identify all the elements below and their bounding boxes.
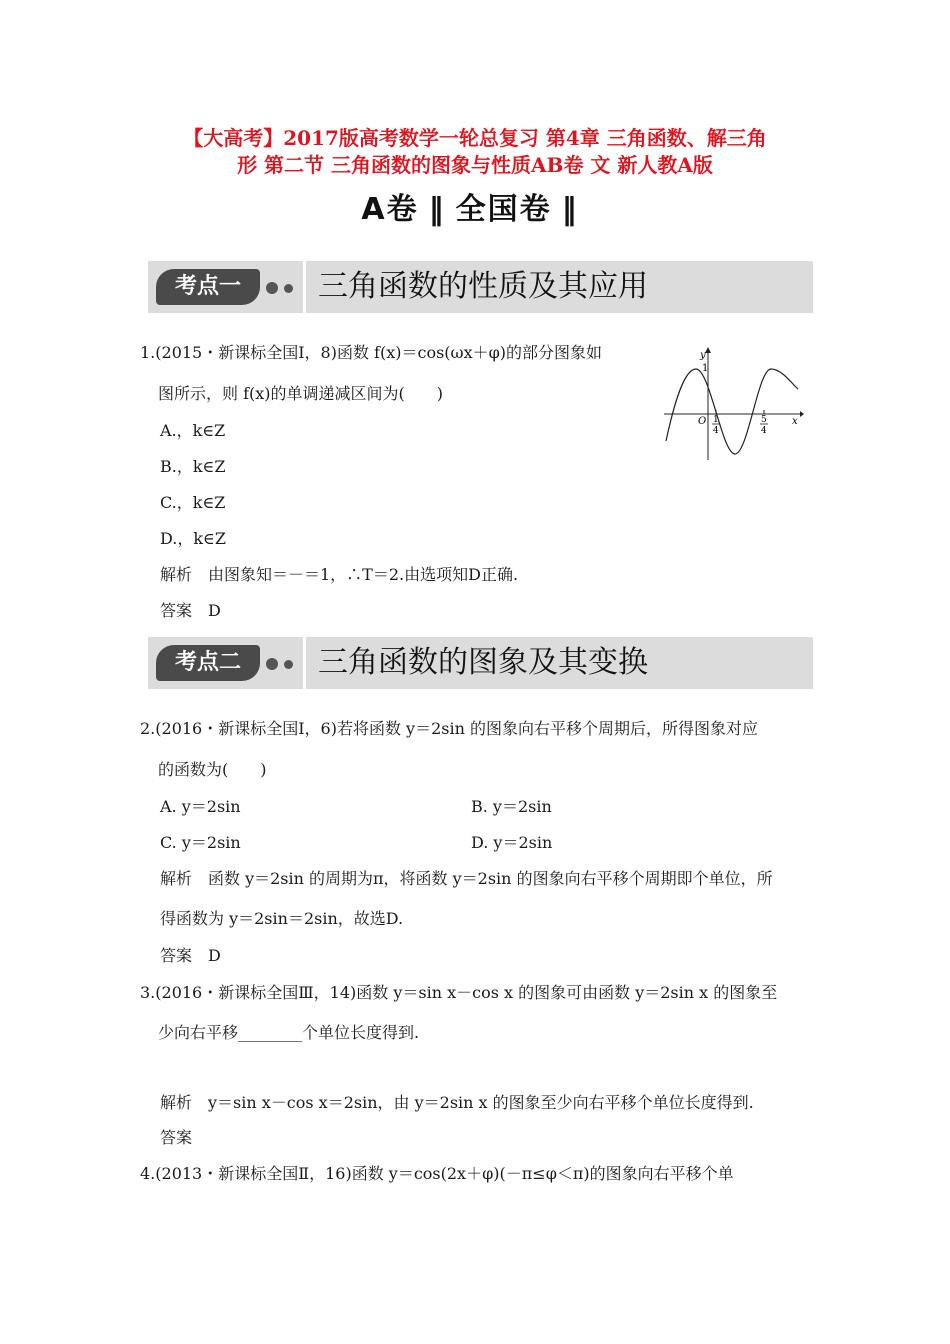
q2-analysis-line-1: 解析 函数 y＝2sin 的周期为π，将函数 y＝2sin 的图象向右平移个周期即个单位，所 (160, 869, 773, 888)
q2-answer: 答案 D (160, 946, 221, 965)
q2-stem-line-2: 的函数为( ) (158, 760, 267, 779)
bullet-dot (266, 282, 278, 294)
volume-heading (0, 184, 950, 228)
q1-option-c: C.，k∈Z (160, 493, 226, 512)
tick2-numerator: 5 (761, 415, 767, 425)
q3-stem-line-1: 3.(2016・新课标全国Ⅲ，14)函数 y＝sin x－cos x 的图象可由函数 y＝2sin x 的图象至 (140, 983, 778, 1002)
band-divider (303, 261, 306, 313)
q1-option-d: D.，k∈Z (160, 529, 227, 548)
volume-a-label: A卷 (361, 192, 419, 227)
bullet-dot (266, 658, 278, 670)
section-tag-badge (156, 645, 260, 681)
document-title-line-1: 【大高考】2017版高考数学一轮总复习 第4章 三角函数、解三角 (183, 126, 767, 150)
band-divider (303, 637, 306, 689)
q4-stem-line-1: 4.(2013・新课标全国Ⅱ，16)函数 y＝cos(2x＋φ)(－π≤φ＜π)的图象向右平移个单 (140, 1164, 734, 1183)
tick1-numerator: 1 (713, 415, 719, 425)
q2-option-b: B. y＝2sin (471, 797, 552, 816)
q2-analysis-line-2: 得函数为 y＝2sin＝2sin，故选D. (160, 909, 404, 928)
section-title: 三角函数的性质及其应用 (318, 269, 648, 304)
bullet-dot (284, 284, 293, 293)
volume-separator: ‖ (428, 192, 446, 227)
q1-answer: 答案 D (160, 601, 221, 620)
y-tick-label: 1 (702, 363, 709, 374)
q1-stem-line-2: 图所示，则 f(x)的单调递减区间为( ) (158, 384, 444, 403)
section-title: 三角函数的图象及其变换 (318, 645, 648, 680)
q3-stem-line-2: 少向右平移________个单位长度得到. (158, 1023, 420, 1042)
y-axis-label: y (700, 350, 706, 361)
q3-answer: 答案 (160, 1128, 193, 1147)
q1-option-a: A.，k∈Z (160, 421, 226, 440)
document-title-line-2: 形 第二节 三角函数的图象与性质AB卷 文 新人教A版 (237, 153, 713, 177)
tick1-denominator: 4 (713, 426, 719, 436)
volume-separator-end: ‖ (561, 192, 579, 227)
q2-stem-line-1: 2.(2016・新课标全国Ⅰ，6)若将函数 y＝2sin 的图象向右平移个周期后，所得图象对应 (140, 719, 758, 738)
x-axis-label: x (792, 416, 798, 427)
cosine-graph-figure (662, 344, 804, 462)
q2-option-c: C. y＝2sin (160, 833, 241, 852)
section-tag-label: 考点一 (174, 274, 241, 299)
x-axis-arrow (800, 411, 804, 417)
q3-analysis: 解析 y＝sin x－cos x＝2sin，由 y＝2sin x 的图象至少向右平移个单位长度得到. (160, 1093, 754, 1112)
q2-option-a: A. y＝2sin (160, 797, 241, 816)
q2-option-d: D. y＝2sin (471, 833, 553, 852)
cosine-curve (666, 369, 798, 454)
q1-option-b: B.，k∈Z (160, 457, 226, 476)
volume-national-label: 全国卷 (455, 192, 552, 227)
section-band-1 (148, 261, 813, 313)
origin-label: O (698, 416, 707, 427)
section-tag-label: 考点二 (174, 650, 241, 675)
tick2-denominator: 4 (761, 426, 767, 436)
q1-analysis: 解析 由图象知＝－＝1，∴T＝2.由选项知D正确. (160, 565, 519, 584)
y-axis-arrow (705, 347, 711, 353)
bullet-dot (284, 660, 293, 669)
q1-stem-line-1: 1.(2015・新课标全国Ⅰ，8)函数 f(x)＝cos(ωx＋φ)的部分图象如 (140, 343, 603, 362)
section-band-2 (148, 637, 813, 689)
section-tag-badge (156, 269, 260, 305)
